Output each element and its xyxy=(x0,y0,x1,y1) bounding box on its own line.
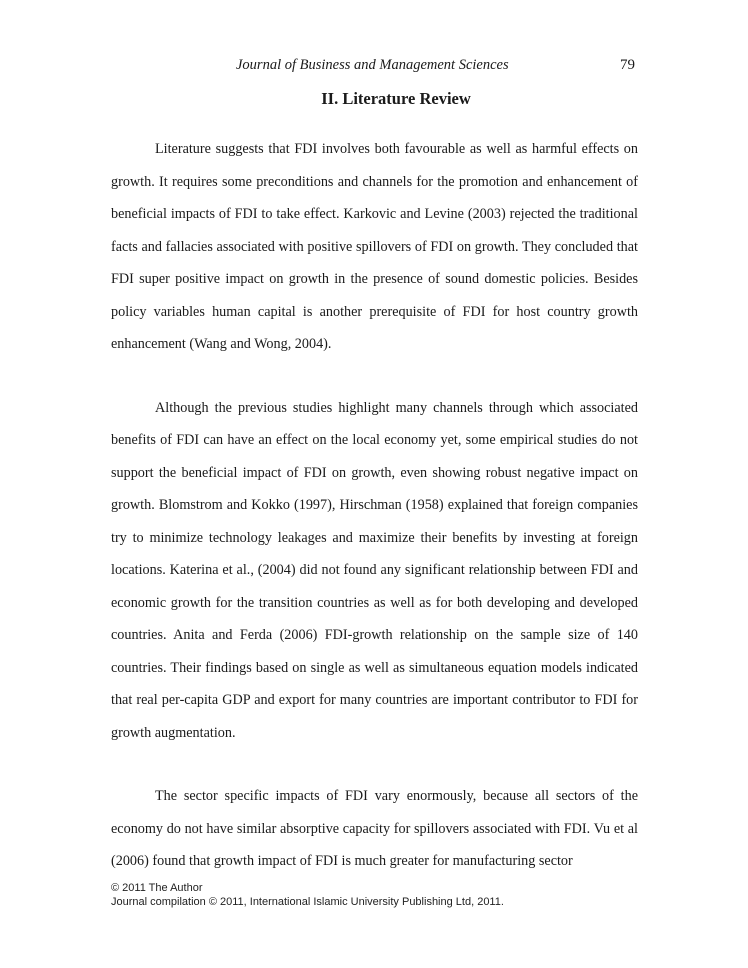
paragraph-1: Literature suggests that FDI involves both favourable as well as harmful effects on growth. It requires some preconditions and channels for the promotion and enhancement of beneficial impacts of FDI to take effect. Karkovic and Levine (2003) rejected the traditional facts and fallacies associated with positive spillovers of FDI on growth. They concluded that FDI super positive impact on growth in the presence of sound domestic policies. Besides policy variables human capital is another prerequisite of FDI for host country growth enhancement (Wang and Wong, 2004). xyxy=(111,141,638,352)
journal-compilation-notice: Journal compilation © 2011, International Islamic University Publishing Ltd, 2011. xyxy=(111,896,504,908)
copyright-notice: © 2011 The Author xyxy=(111,882,203,894)
section-heading: II. Literature Review xyxy=(321,89,471,108)
body-text xyxy=(111,133,638,878)
journal-title: Journal of Business and Management Sciences xyxy=(236,57,509,73)
paragraph-2: Although the previous studies highlight many channels through which associated benefits of FDI can have an effect on the local economy yet, some empirical studies do not support the beneficial impact of FDI on growth, even showing robust negative impact on growth. Blomstrom and Kokko (1997), Hirschman (1958) explained that foreign companies try to minimize technology leakages and maximize their benefits by investing at foreign locations. Katerina et al., (2004) did not found any significant relationship between FDI and economic growth for the transition countries as well as for both developing and developed countries. Anita and Ferda (2006) FDI-growth relationship on the sample size of 140 countries. Their findings based on single as well as simultaneous equation models indicated that real per-capita GDP and export for many countries are important contributor to FDI for growth augmentation. xyxy=(111,399,638,741)
page-number: 79 xyxy=(620,57,635,73)
paragraph-3: The sector specific impacts of FDI vary enormously, because all sectors of the economy do not have similar absorptive capacity for spillovers associated with FDI. Vu et al (2006) found that growth impact of FDI is much greater for manufacturing sector xyxy=(111,788,638,869)
running-header xyxy=(0,57,748,77)
page-footer xyxy=(111,881,671,909)
